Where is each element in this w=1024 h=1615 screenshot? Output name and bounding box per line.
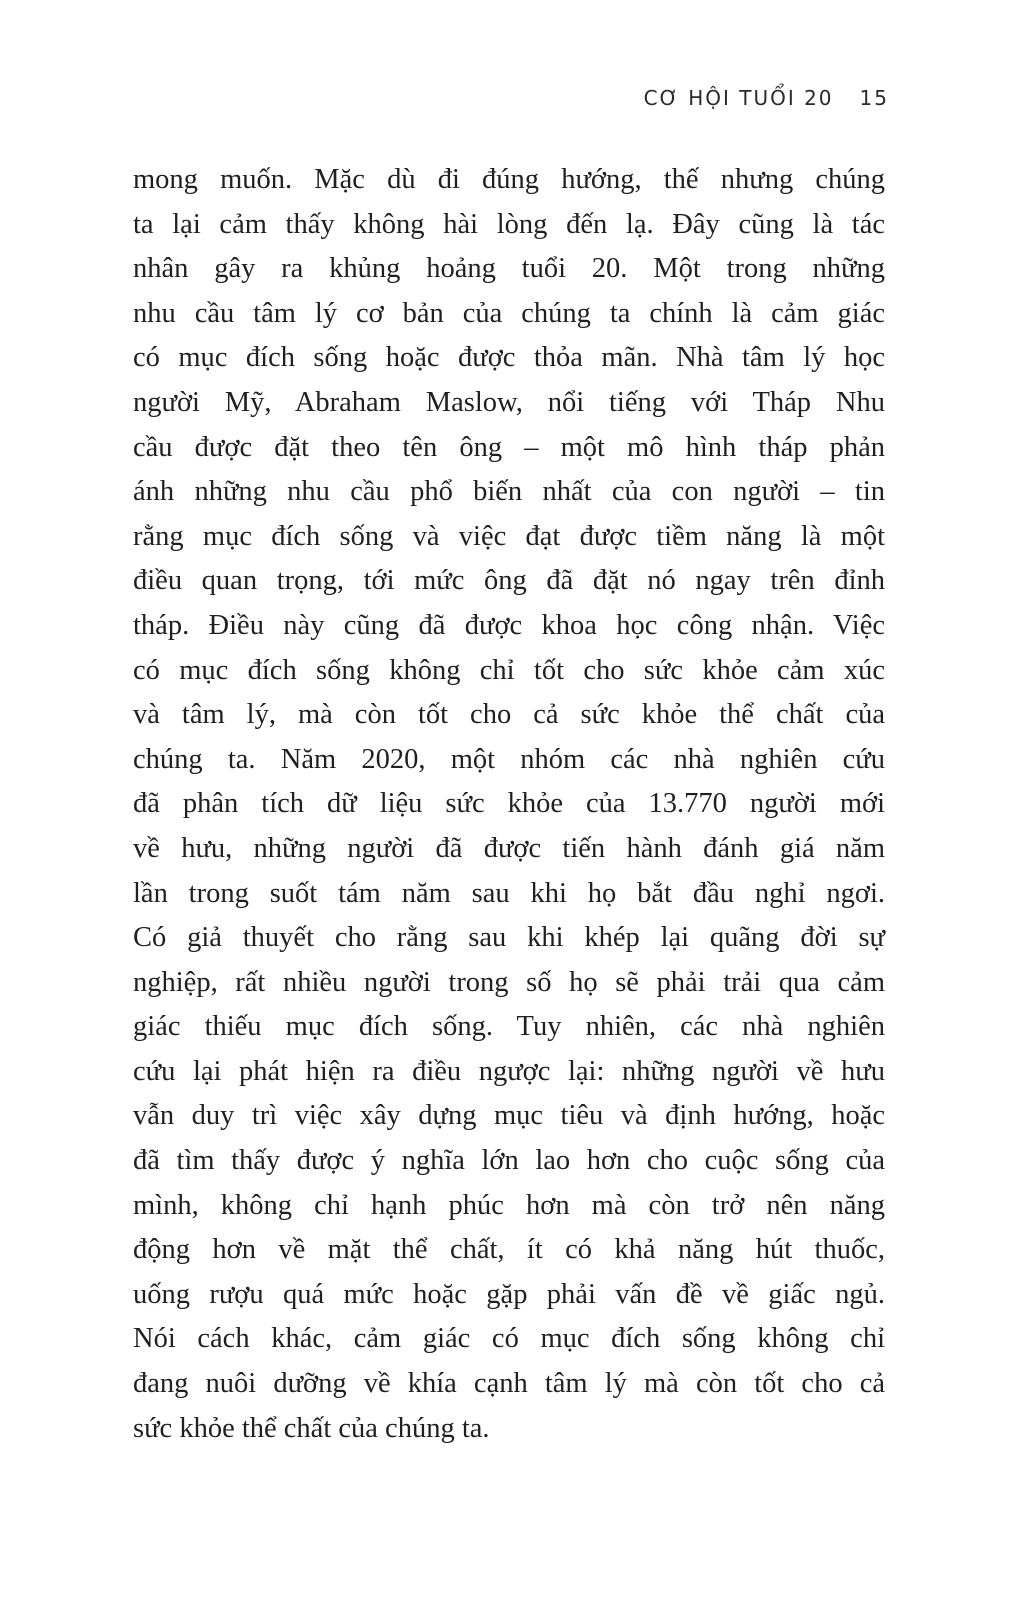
text-line: Có giả thuyết cho rằng sau khi khép lại quãng đời sự	[133, 922, 885, 954]
text-line: đã phân tích dữ liệu sức khỏe của 13.770 người mới	[133, 788, 885, 820]
page-number: 15	[859, 86, 889, 110]
text-line: nhu cầu tâm lý cơ bản của chúng ta chính là cảm giác	[133, 297, 885, 329]
text-line: cầu được đặt theo tên ông – một mô hình tháp phản	[133, 431, 885, 463]
text-line: rằng mục đích sống và việc đạt được tiềm năng là một	[133, 520, 885, 552]
text-line: uống rượu quá mức hoặc gặp phải vấn đề về giấc ngủ.	[133, 1278, 885, 1310]
text-line: lần trong suốt tám năm sau khi họ bắt đầu nghỉ ngơi.	[133, 877, 885, 909]
text-line: cứu lại phát hiện ra điều ngược lại: những người về hưu	[133, 1055, 885, 1087]
text-line: chúng ta. Năm 2020, một nhóm các nhà nghiên cứu	[133, 743, 885, 775]
text-line: tháp. Điều này cũng đã được khoa học công nhận. Việc	[133, 609, 885, 641]
text-line: nhân gây ra khủng hoảng tuổi 20. Một trong những	[133, 253, 885, 285]
running-head	[644, 86, 889, 110]
text-line: Nói cách khác, cảm giác có mục đích sống không chỉ	[133, 1323, 885, 1355]
text-line: ta lại cảm thấy không hài lòng đến lạ. Đây cũng là tác	[133, 208, 885, 240]
text-line: có mục đích sống không chỉ tốt cho sức khỏe cảm xúc	[133, 654, 885, 686]
running-title: CƠ HỘI TUỔI 20	[643, 86, 834, 110]
text-line: đang nuôi dưỡng về khía cạnh tâm lý mà còn tốt cho cả	[133, 1368, 885, 1400]
text-line: và tâm lý, mà còn tốt cho cả sức khỏe thể chất của	[133, 699, 885, 731]
text-line: đã tìm thấy được ý nghĩa lớn lao hơn cho cuộc sống của	[133, 1145, 885, 1177]
text-line: ánh những nhu cầu phổ biến nhất của con người – tin	[133, 476, 885, 508]
text-line: giác thiếu mục đích sống. Tuy nhiên, các nhà nghiên	[133, 1011, 885, 1043]
text-line: vẫn duy trì việc xây dựng mục tiêu và định hướng, hoặc	[133, 1100, 885, 1132]
text-line: mình, không chỉ hạnh phúc hơn mà còn trở nên năng	[133, 1189, 885, 1221]
text-line: nghiệp, rất nhiều người trong số họ sẽ phải trải qua cảm	[133, 966, 885, 998]
text-line: mong muốn. Mặc dù đi đúng hướng, thế nhưng chúng	[133, 164, 885, 195]
text-line: về hưu, những người đã được tiến hành đánh giá năm	[133, 832, 885, 864]
text-line: điều quan trọng, tới mức ông đã đặt nó ngay trên đỉnh	[133, 565, 885, 597]
body-paragraph	[133, 158, 885, 1451]
text-line: động hơn về mặt thể chất, ít có khả năng hút thuốc,	[133, 1234, 885, 1266]
text-line-last: sức khỏe thể chất của chúng ta.	[133, 1412, 490, 1444]
text-line: người Mỹ, Abraham Maslow, nổi tiếng với Tháp Nhu	[133, 386, 885, 418]
text-line: có mục đích sống hoặc được thỏa mãn. Nhà tâm lý học	[133, 342, 885, 374]
